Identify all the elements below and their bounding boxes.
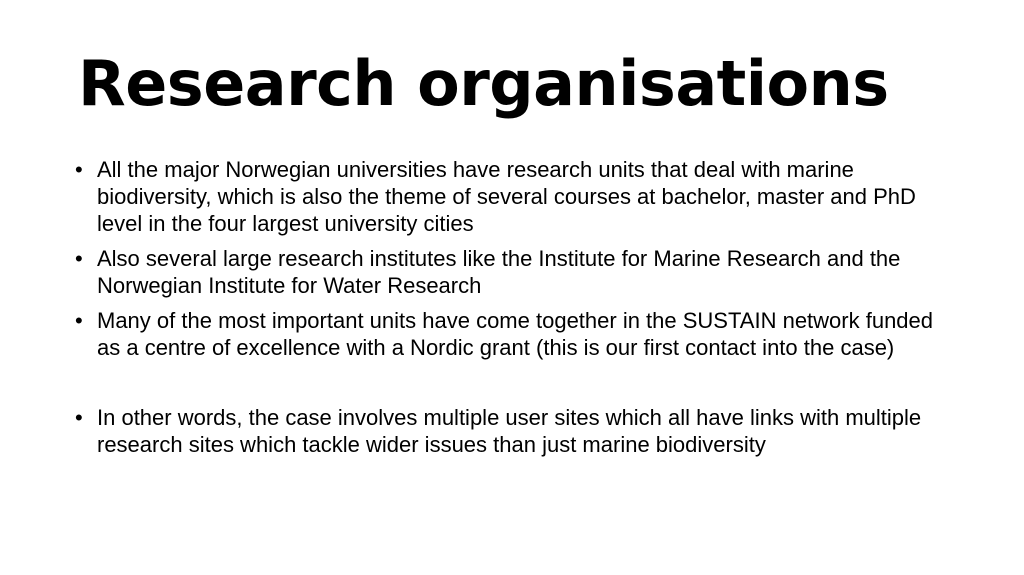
- bullet-text: Also several large research institutes like the Institute for Marine Research and the Norwegian Institute for Water Research: [97, 246, 901, 298]
- bullet-text: In other words, the case involves multiple user sites which all have links with multiple research sites which tackle wider issues than just marine biodiversity: [97, 405, 922, 457]
- bullet-text: All the major Norwegian universities have research units that deal with marine biodiversity, which is also the theme of several courses at bachelor, master and PhD level in the four largest university cities: [97, 157, 916, 236]
- bullet-marker: •: [75, 157, 83, 182]
- bullet-item: [74, 307, 954, 361]
- bullet-marker: •: [75, 405, 83, 430]
- bullet-text: Many of the most important units have come together in the SUSTAIN network funded as a centre of excellence with a Nordic grant (this is our first contact into the case): [97, 308, 934, 360]
- slide-title: Research organisations: [78, 47, 889, 120]
- bullet-marker: •: [75, 246, 83, 271]
- bullet-list: [74, 156, 954, 466]
- bullet-marker: •: [75, 308, 83, 333]
- bullet-item: [74, 245, 954, 299]
- bullet-item: [74, 404, 954, 458]
- bullet-item: [74, 156, 954, 237]
